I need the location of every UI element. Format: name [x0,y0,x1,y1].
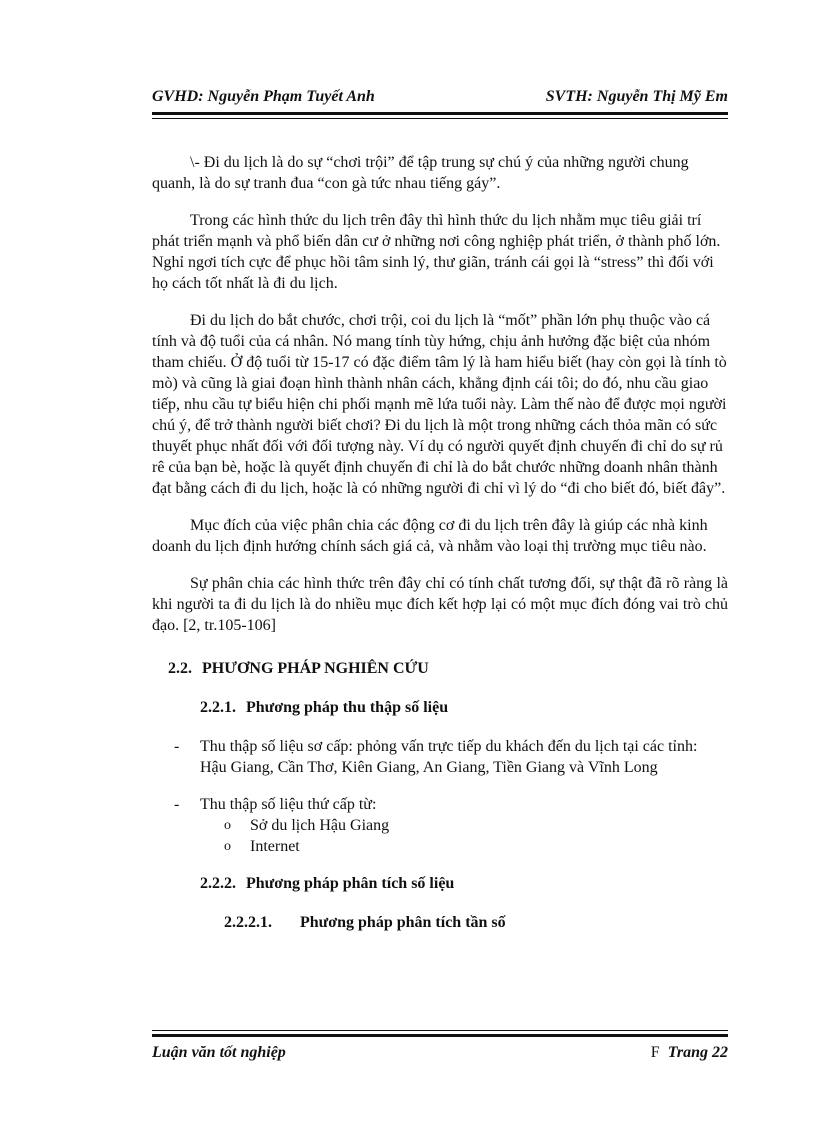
list-item-text: Thu thập số liệu sơ cấp: phỏng vấn trực tiếp du khách đến du lịch tại các tỉnh: Hậu Giang, Cần Thơ, Kiên Giang, An Giang, Tiền Giang và Vĩnh Long [200,738,698,776]
header-advisor: GVHD: Nguyễn Phạm Tuyết Anh [152,88,375,105]
sub-list-item-text: Sở du lịch Hậu Giang [250,817,390,834]
heading-title: Phương pháp phân tích số liệu [246,875,455,892]
heading-title: PHƯƠNG PHÁP NGHIÊN CỨU [202,660,429,677]
heading-title: Phương pháp phân tích tần số [300,914,506,931]
heading-number: 2.2. [168,660,192,677]
page-body [152,152,728,933]
paragraph-2: Trong các hình thức du lịch trên đây thì hình thức du lịch nhằm mục tiêu giải trí phát triển mạnh và phổ biến dân cư ở những nơi công nghiệp phát triển, ở thành phố lớn. Nghỉ ngơi tích cực để phục hồi tâm sinh lý, thư giãn, tránh cái gọi là “stress” thì đối với họ cách tốt nhất là đi du lịch. [152,212,721,292]
sub-list-item-text: Internet [250,838,300,855]
footer-page [651,1044,728,1062]
circle-bullet-icon: o [224,818,231,833]
paragraph-3: Đi du lịch do bắt chước, chơi trội, coi du lịch là “mốt” phần lớn phụ thuộc vào cá tính và độ tuổi của cá nhân. Nó mang tính tùy hứng, chịu ảnh hưởng đặc biệt của nhóm tham chiếu. Ở độ tuổi từ 15-17 có đặc điểm tâm lý là ham hiểu biết (hay còn gọi là tính tò mò) và cũng là giai đoạn hình thành nhân cách, khẳng định cái tôi; do đó, nhu cầu giao tiếp, nhu cầu tự biểu hiện chi phối mạnh mẽ lứa tuổi này. Làm thế nào để được mọi người chú ý, để trở thành người biết chơi? Đi du lịch là một trong những cách thỏa mãn có sức thuyết phục nhất đối với đối tượng này. Ví dụ có người quyết định chuyến đi chỉ do sự rủ rê của bạn bè, hoặc là quyết định chuyến đi chỉ là do bắt chước những doanh nhân thành đạt bằng cách đi du lịch, hoặc là có những người đi chỉ vì lý do “đi cho biết đó, biết đây”. [152,312,727,497]
paragraph-4: Mục đích của việc phân chia các động cơ đi du lịch trên đây là giúp các nhà kinh doanh du lịch định hướng chính sách giá cả, và nhằm vào loại thị trường mục tiêu nào. [152,517,708,555]
dash-bullet: - [174,796,180,813]
paragraph-5: Sự phân chia các hình thức trên đây chỉ có tính chất tương đối, sự thật đã rõ ràng là khi người ta đi du lịch là do nhiều mục đích kết hợp lại có một mục đích đóng vai trò chủ đạo. [2, tr.105-106] [152,575,728,634]
sub-list-item [224,815,728,836]
list-item [152,736,728,778]
heading-2-2-2-1 [224,912,728,933]
list-item [152,794,728,857]
header-rule-thick [152,112,728,115]
sub-list [200,815,728,857]
heading-number: 2.2.2. [200,875,236,892]
heading-number: 2.2.2.1. [224,914,272,931]
footer-mark: F [650,1044,660,1061]
page-number: Trang 22 [667,1044,728,1061]
heading-2-2 [168,658,728,679]
paragraph-1: \- Đi du lịch là do sự “chơi trội” để tập trung sự chú ý của những người chung quanh, là do sự tranh đua “con gà tức nhau tiếng gáy”. [152,154,689,192]
dash-bullet: - [174,738,180,755]
circle-bullet-icon: o [224,839,231,854]
footer-rule-thick [152,1034,728,1037]
sub-list-item [224,836,728,857]
header-rule-thin [152,118,728,119]
footer-thesis-label: Luận văn tốt nghiệp [152,1044,286,1061]
list-item-text: Thu thập số liệu thứ cấp từ: [200,796,377,813]
heading-title: Phương pháp thu thập số liệu [246,699,449,716]
heading-number: 2.2.1. [200,699,236,716]
page-footer [152,1044,728,1064]
footer-rule-thin [152,1030,728,1031]
header-student: SVTH: Nguyễn Thị Mỹ Em [545,88,728,105]
heading-2-2-1 [200,697,728,718]
page-header [152,88,728,108]
heading-2-2-2 [200,873,728,894]
